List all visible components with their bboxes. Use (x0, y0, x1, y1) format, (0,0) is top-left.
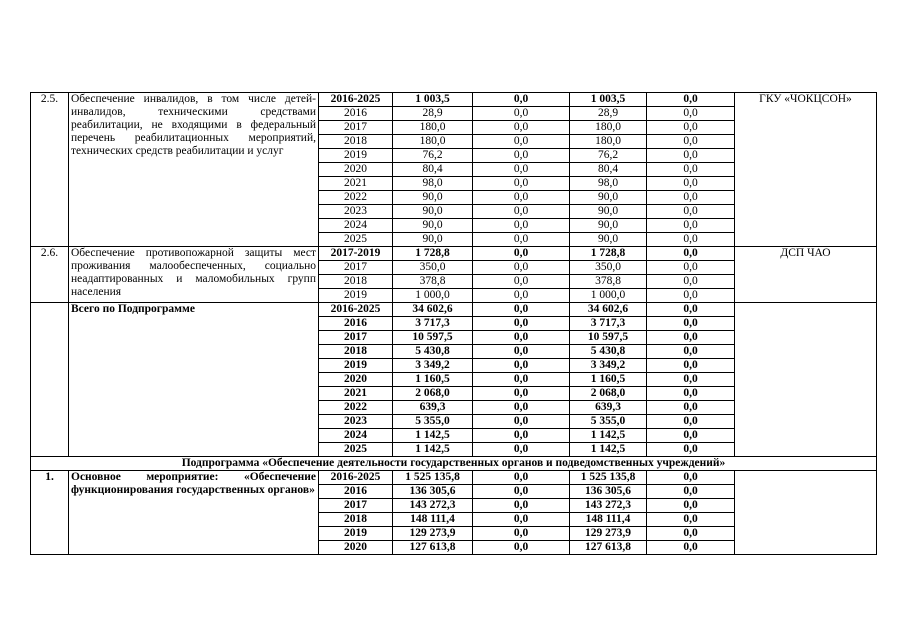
value-cell: 0,0 (647, 527, 735, 541)
year-cell: 2020 (319, 373, 393, 387)
value-cell: 1 142,5 (570, 429, 647, 443)
activity-description: Обеспечение противопожарной защиты мест проживания малообеспеченных, социально неадаптированных и маломобильных групп населения (69, 247, 319, 303)
value-cell: 0,0 (647, 541, 735, 555)
year-cell: 2016-2025 (319, 471, 393, 485)
value-cell: 0,0 (473, 401, 570, 415)
year-cell: 2016 (319, 317, 393, 331)
table-row (31, 303, 877, 317)
value-cell: 0,0 (647, 359, 735, 373)
year-cell: 2022 (319, 191, 393, 205)
value-cell: 0,0 (473, 345, 570, 359)
value-cell: 0,0 (647, 387, 735, 401)
row-number: 2.5. (31, 93, 69, 247)
value-cell: 1 525 135,8 (570, 471, 647, 485)
value-cell: 90,0 (570, 233, 647, 247)
value-cell: 0,0 (473, 163, 570, 177)
table-row (31, 247, 877, 261)
value-cell: 10 597,5 (570, 331, 647, 345)
value-cell: 0,0 (473, 541, 570, 555)
value-cell: 0,0 (473, 331, 570, 345)
value-cell: 3 349,2 (570, 359, 647, 373)
value-cell: 0,0 (473, 443, 570, 457)
year-cell: 2018 (319, 135, 393, 149)
value-cell: 3 717,3 (393, 317, 473, 331)
value-cell: 0,0 (647, 107, 735, 121)
value-cell: 1 003,5 (570, 93, 647, 107)
value-cell: 639,3 (393, 401, 473, 415)
value-cell: 1 142,5 (393, 429, 473, 443)
value-cell: 0,0 (473, 303, 570, 317)
value-cell: 34 602,6 (393, 303, 473, 317)
value-cell: 0,0 (473, 471, 570, 485)
total-responsible-cell (735, 303, 877, 457)
value-cell: 0,0 (647, 233, 735, 247)
value-cell: 28,9 (570, 107, 647, 121)
value-cell: 0,0 (473, 219, 570, 233)
value-cell: 0,0 (647, 345, 735, 359)
document-page (30, 92, 876, 555)
main-responsible-cell (735, 471, 877, 555)
year-cell: 2017 (319, 331, 393, 345)
value-cell: 1 160,5 (393, 373, 473, 387)
row-number: 2.6. (31, 247, 69, 303)
year-cell: 2018 (319, 275, 393, 289)
value-cell: 0,0 (473, 527, 570, 541)
value-cell: 350,0 (393, 261, 473, 275)
value-cell: 0,0 (473, 387, 570, 401)
value-cell: 136 305,6 (393, 485, 473, 499)
value-cell: 5 430,8 (570, 345, 647, 359)
value-cell: 98,0 (570, 177, 647, 191)
value-cell: 639,3 (570, 401, 647, 415)
value-cell: 136 305,6 (570, 485, 647, 499)
activity-description: Обеспечение инвалидов, в том числе детей-инвалидов, техническими средствами реабилитации, не входящими в федеральный перечень реабилитационных мероприятий, технических средств реабилитации и услуг (69, 93, 319, 247)
budget-table (30, 92, 877, 555)
value-cell: 378,8 (393, 275, 473, 289)
value-cell: 90,0 (393, 191, 473, 205)
value-cell: 90,0 (393, 233, 473, 247)
total-label: Всего по Подпрограмме (69, 303, 319, 457)
value-cell: 0,0 (473, 373, 570, 387)
value-cell: 0,0 (647, 303, 735, 317)
value-cell: 1 003,5 (393, 93, 473, 107)
value-cell: 143 272,3 (570, 499, 647, 513)
value-cell: 0,0 (473, 233, 570, 247)
year-cell: 2016-2025 (319, 93, 393, 107)
row-number: 1. (31, 471, 69, 555)
value-cell: 350,0 (570, 261, 647, 275)
value-cell: 2 068,0 (393, 387, 473, 401)
value-cell: 0,0 (647, 247, 735, 261)
value-cell: 148 111,4 (570, 513, 647, 527)
value-cell: 76,2 (393, 149, 473, 163)
year-cell: 2022 (319, 401, 393, 415)
year-cell: 2020 (319, 541, 393, 555)
year-cell: 2019 (319, 149, 393, 163)
value-cell: 0,0 (473, 93, 570, 107)
value-cell: 0,0 (473, 107, 570, 121)
year-cell: 2023 (319, 415, 393, 429)
value-cell: 0,0 (473, 513, 570, 527)
value-cell: 0,0 (647, 121, 735, 135)
value-cell: 0,0 (473, 499, 570, 513)
value-cell: 90,0 (393, 205, 473, 219)
year-cell: 2024 (319, 219, 393, 233)
value-cell: 1 000,0 (393, 289, 473, 303)
value-cell: 180,0 (570, 121, 647, 135)
value-cell: 0,0 (647, 261, 735, 275)
value-cell: 180,0 (570, 135, 647, 149)
year-cell: 2023 (319, 205, 393, 219)
value-cell: 90,0 (570, 205, 647, 219)
value-cell: 0,0 (647, 401, 735, 415)
value-cell: 0,0 (647, 443, 735, 457)
value-cell: 90,0 (393, 219, 473, 233)
value-cell: 0,0 (647, 415, 735, 429)
value-cell: 127 613,8 (570, 541, 647, 555)
year-cell: 2021 (319, 387, 393, 401)
value-cell: 1 728,8 (393, 247, 473, 261)
year-cell: 2016-2025 (319, 303, 393, 317)
year-cell: 2016 (319, 485, 393, 499)
value-cell: 0,0 (473, 275, 570, 289)
value-cell: 10 597,5 (393, 331, 473, 345)
value-cell: 1 525 135,8 (393, 471, 473, 485)
year-cell: 2018 (319, 345, 393, 359)
value-cell: 0,0 (647, 373, 735, 387)
year-cell: 2016 (319, 107, 393, 121)
value-cell: 0,0 (647, 317, 735, 331)
value-cell: 5 430,8 (393, 345, 473, 359)
value-cell: 98,0 (393, 177, 473, 191)
value-cell: 0,0 (647, 499, 735, 513)
table-row (31, 93, 877, 107)
value-cell: 3 349,2 (393, 359, 473, 373)
year-cell: 2018 (319, 513, 393, 527)
value-cell: 90,0 (570, 219, 647, 233)
value-cell: 0,0 (647, 429, 735, 443)
year-cell: 2019 (319, 359, 393, 373)
year-cell: 2025 (319, 443, 393, 457)
value-cell: 0,0 (647, 205, 735, 219)
value-cell: 2 068,0 (570, 387, 647, 401)
responsible-org: ГКУ «ЧОКЦСОН» (735, 93, 877, 247)
year-cell: 2017 (319, 121, 393, 135)
year-cell: 2017 (319, 261, 393, 275)
value-cell: 0,0 (647, 149, 735, 163)
value-cell: 90,0 (570, 191, 647, 205)
table-row (31, 457, 877, 471)
value-cell: 0,0 (473, 247, 570, 261)
value-cell: 0,0 (647, 163, 735, 177)
value-cell: 0,0 (473, 121, 570, 135)
value-cell: 0,0 (473, 261, 570, 275)
value-cell: 0,0 (647, 219, 735, 233)
value-cell: 28,9 (393, 107, 473, 121)
subprogram-header: Подпрограмма «Обеспечение деятельности государственных органов и подведомственных учреждений» (31, 457, 877, 471)
value-cell: 80,4 (393, 163, 473, 177)
value-cell: 0,0 (647, 135, 735, 149)
value-cell: 129 273,9 (393, 527, 473, 541)
value-cell: 0,0 (473, 359, 570, 373)
value-cell: 0,0 (647, 177, 735, 191)
value-cell: 148 111,4 (393, 513, 473, 527)
value-cell: 127 613,8 (393, 541, 473, 555)
value-cell: 1 160,5 (570, 373, 647, 387)
value-cell: 3 717,3 (570, 317, 647, 331)
value-cell: 5 355,0 (570, 415, 647, 429)
value-cell: 1 142,5 (393, 443, 473, 457)
year-cell: 2017 (319, 499, 393, 513)
table-row (31, 471, 877, 485)
value-cell: 0,0 (473, 429, 570, 443)
value-cell: 0,0 (647, 93, 735, 107)
value-cell: 0,0 (473, 149, 570, 163)
year-cell: 2020 (319, 163, 393, 177)
value-cell: 0,0 (647, 485, 735, 499)
value-cell: 0,0 (473, 135, 570, 149)
value-cell: 0,0 (473, 415, 570, 429)
value-cell: 0,0 (647, 191, 735, 205)
value-cell: 143 272,3 (393, 499, 473, 513)
total-number-cell (31, 303, 69, 457)
value-cell: 0,0 (473, 317, 570, 331)
year-cell: 2021 (319, 177, 393, 191)
value-cell: 0,0 (473, 289, 570, 303)
value-cell: 1 728,8 (570, 247, 647, 261)
value-cell: 0,0 (647, 513, 735, 527)
year-cell: 2017-2019 (319, 247, 393, 261)
value-cell: 1 142,5 (570, 443, 647, 457)
year-cell: 2019 (319, 289, 393, 303)
value-cell: 0,0 (647, 331, 735, 345)
value-cell: 0,0 (647, 471, 735, 485)
responsible-org: ДСП ЧАО (735, 247, 877, 303)
value-cell: 0,0 (647, 289, 735, 303)
value-cell: 34 602,6 (570, 303, 647, 317)
value-cell: 129 273,9 (570, 527, 647, 541)
value-cell: 76,2 (570, 149, 647, 163)
value-cell: 0,0 (473, 485, 570, 499)
value-cell: 5 355,0 (393, 415, 473, 429)
year-cell: 2025 (319, 233, 393, 247)
value-cell: 378,8 (570, 275, 647, 289)
value-cell: 0,0 (473, 177, 570, 191)
value-cell: 0,0 (473, 205, 570, 219)
value-cell: 0,0 (473, 191, 570, 205)
value-cell: 1 000,0 (570, 289, 647, 303)
year-cell: 2019 (319, 527, 393, 541)
value-cell: 0,0 (647, 275, 735, 289)
activity-description: Основное мероприятие: «Обеспечение функционирования государственных органов» (69, 471, 319, 555)
value-cell: 180,0 (393, 121, 473, 135)
value-cell: 80,4 (570, 163, 647, 177)
year-cell: 2024 (319, 429, 393, 443)
value-cell: 180,0 (393, 135, 473, 149)
